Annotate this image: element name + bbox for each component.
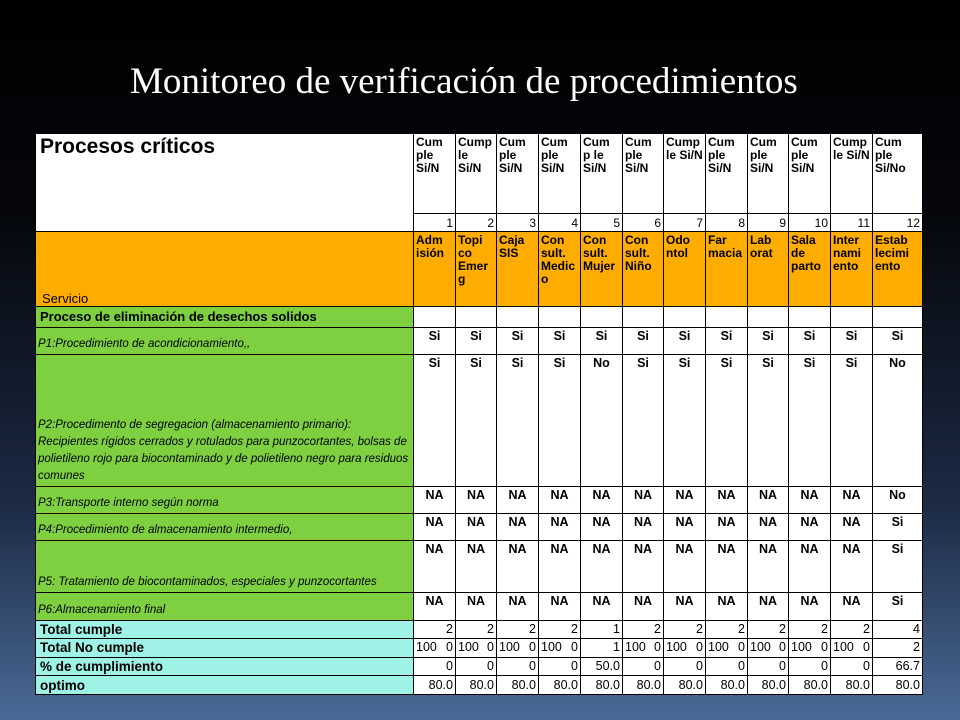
totals-row <box>36 676 923 695</box>
procedure-value: NA <box>539 592 581 620</box>
column-header: Cum ple Si/N <box>414 134 456 214</box>
totals-value <box>831 639 873 658</box>
procedure-row <box>36 355 923 487</box>
totals-value: 80.0 <box>539 676 581 695</box>
totals-value <box>414 639 456 658</box>
totals-value-part: 0 <box>529 640 536 655</box>
procedure-value: NA <box>706 541 748 593</box>
procedure-value: Si <box>664 328 706 355</box>
procedure-value: NA <box>664 592 706 620</box>
column-number: 5 <box>581 213 623 232</box>
totals-value <box>748 639 789 658</box>
totals-value-part: 0 <box>446 640 453 655</box>
totals-value: 50.0 <box>581 657 623 676</box>
totals-value: 80.0 <box>497 676 539 695</box>
column-number: 2 <box>456 213 497 232</box>
totals-label: Total cumple <box>36 620 414 639</box>
totals-value: 2 <box>414 620 456 639</box>
column-number: 4 <box>539 213 581 232</box>
procedure-value: NA <box>831 541 873 593</box>
totals-value: 2 <box>706 620 748 639</box>
totals-value: 2 <box>831 620 873 639</box>
procedure-value: NA <box>748 514 789 541</box>
column-header: Cum p le Si/N <box>581 134 623 214</box>
totals-row <box>36 620 923 639</box>
totals-value-part: 100 <box>416 640 437 655</box>
procedure-value: NA <box>789 487 831 514</box>
totals-value: 2 <box>539 620 581 639</box>
spreadsheet <box>35 133 923 695</box>
service-name: Caja SIS <box>497 232 539 306</box>
procedure-value: NA <box>414 514 456 541</box>
procedure-value: NA <box>539 541 581 593</box>
procedure-value: Si <box>706 355 748 487</box>
empty-cell <box>831 306 873 328</box>
totals-value: 0 <box>664 657 706 676</box>
procedure-value: No <box>873 355 923 487</box>
totals-value: 0 <box>623 657 664 676</box>
procedure-value: NA <box>664 514 706 541</box>
procedure-value: NA <box>497 592 539 620</box>
procedure-value: NA <box>831 487 873 514</box>
procedure-value: NA <box>831 514 873 541</box>
totals-value: 80.0 <box>789 676 831 695</box>
totals-value <box>623 639 664 658</box>
totals-value-part: 100 <box>708 640 729 655</box>
totals-value: 0 <box>497 657 539 676</box>
totals-value-part: 0 <box>779 640 786 655</box>
totals-value <box>456 639 497 658</box>
totals-value: 2 <box>748 620 789 639</box>
totals-label: Total No cumple <box>36 639 414 658</box>
procedure-value: NA <box>789 592 831 620</box>
procedure-label: P5: Tratamiento de biocontaminados, especiales y punzocortantes <box>36 541 414 593</box>
procedure-value: NA <box>539 514 581 541</box>
service-name: Sala de parto <box>789 232 831 306</box>
procedure-value: NA <box>497 514 539 541</box>
totals-value: 0 <box>831 657 873 676</box>
service-name: Far macia <box>706 232 748 306</box>
procedure-value: Si <box>789 355 831 487</box>
column-header: Cum ple Si/N <box>623 134 664 214</box>
procedure-label: P4:Procedimiento de almacenamiento intermedio, <box>36 514 414 541</box>
totals-value-part: 0 <box>487 640 494 655</box>
procedure-value: No <box>873 487 923 514</box>
empty-cell <box>873 306 923 328</box>
procedure-value: NA <box>414 487 456 514</box>
column-number: 10 <box>789 213 831 232</box>
service-name: Odo ntol <box>664 232 706 306</box>
procesos-table <box>35 133 923 695</box>
column-header: Cum ple Si/N <box>789 134 831 214</box>
totals-value <box>497 639 539 658</box>
totals-value: 66.7 <box>873 657 923 676</box>
procedure-label: P2:Procedimento de segregacion (almacenamiento primario): Recipientes rígidos cerrados y rotulados para punzocortantes, bolsas de polietileno rojo para biocontaminado y de polietileno negro para residuos comunes <box>36 355 414 487</box>
totals-value <box>706 639 748 658</box>
totals-row <box>36 657 923 676</box>
header-row <box>36 134 923 214</box>
column-number: 11 <box>831 213 873 232</box>
procedure-value: NA <box>456 592 497 620</box>
totals-value-part: 100 <box>458 640 479 655</box>
totals-value-part: 0 <box>696 640 703 655</box>
totals-row <box>36 639 923 658</box>
procedure-value: Si <box>539 328 581 355</box>
procedure-value: No <box>581 355 623 487</box>
totals-value: 80.0 <box>664 676 706 695</box>
procedure-value: Si <box>873 328 923 355</box>
procedure-value: Si <box>789 328 831 355</box>
procedure-value: NA <box>748 592 789 620</box>
procedure-value: NA <box>414 541 456 593</box>
procedure-value: Si <box>873 541 923 593</box>
totals-value <box>539 639 581 658</box>
procedure-row <box>36 514 923 541</box>
procedure-value: Si <box>831 355 873 487</box>
service-name: Con sult. Niño <box>623 232 664 306</box>
procedure-value: Si <box>831 328 873 355</box>
totals-value: 80.0 <box>414 676 456 695</box>
empty-cell <box>623 306 664 328</box>
totals-value-part: 100 <box>750 640 771 655</box>
procedure-value: Si <box>497 328 539 355</box>
procedure-value: Si <box>456 328 497 355</box>
service-name: Estab lecimi ento <box>873 232 923 306</box>
procedure-value: NA <box>581 541 623 593</box>
empty-cell <box>581 306 623 328</box>
totals-value: 80.0 <box>831 676 873 695</box>
service-name: Topi co Emer g <box>456 232 497 306</box>
procedure-value: Si <box>748 355 789 487</box>
service-name: Inter nami ento <box>831 232 873 306</box>
empty-cell <box>789 306 831 328</box>
totals-value-part: 100 <box>666 640 687 655</box>
totals-value-part: 100 <box>499 640 520 655</box>
procedure-row <box>36 541 923 593</box>
slide-title: Monitoreo de verificación de procedimientos <box>130 61 798 102</box>
totals-value-part: 0 <box>821 640 828 655</box>
totals-value-part: 0 <box>571 640 578 655</box>
procedure-value: NA <box>748 541 789 593</box>
totals-value: 0 <box>748 657 789 676</box>
totals-value: 80.0 <box>748 676 789 695</box>
column-header: Cump le Si/N <box>664 134 706 214</box>
service-name: Con sult. Mujer <box>581 232 623 306</box>
empty-cell <box>706 306 748 328</box>
totals-value: 2 <box>664 620 706 639</box>
procedure-value: NA <box>706 487 748 514</box>
empty-cell <box>497 306 539 328</box>
service-name: Lab orat <box>748 232 789 306</box>
procedure-value: Si <box>414 328 456 355</box>
procedure-value: NA <box>706 514 748 541</box>
procedure-label: P6:Almacenamiento final <box>36 592 414 620</box>
totals-value: 80.0 <box>456 676 497 695</box>
empty-cell <box>414 306 456 328</box>
empty-cell <box>748 306 789 328</box>
procedure-value: NA <box>623 514 664 541</box>
totals-value: 0 <box>539 657 581 676</box>
totals-label: % de cumplimiento <box>36 657 414 676</box>
column-header: Cum ple Si/No <box>873 134 923 214</box>
column-number: 1 <box>414 213 456 232</box>
totals-value: 0 <box>706 657 748 676</box>
totals-value: 2 <box>623 620 664 639</box>
totals-value-part: 100 <box>625 640 646 655</box>
procedure-value: NA <box>456 487 497 514</box>
procedure-label: P3:Transporte interno según norma <box>36 487 414 514</box>
totals-value <box>789 639 831 658</box>
empty-cell <box>539 306 581 328</box>
servicio-label: Servicio <box>36 232 414 306</box>
column-number: 6 <box>623 213 664 232</box>
procedure-value: Si <box>539 355 581 487</box>
section-row <box>36 306 923 328</box>
column-header: Cum ple Si/N <box>748 134 789 214</box>
procedure-value: NA <box>831 592 873 620</box>
procedure-value: NA <box>789 541 831 593</box>
procedure-value: Si <box>497 355 539 487</box>
column-header: Cum ple Si/N <box>706 134 748 214</box>
procedure-value: Si <box>706 328 748 355</box>
procedure-value: NA <box>581 592 623 620</box>
totals-value: 2 <box>873 639 923 658</box>
procedure-value: NA <box>581 487 623 514</box>
procedure-value: NA <box>748 487 789 514</box>
totals-value-part: 100 <box>833 640 854 655</box>
procedure-label: P1:Procedimiento de acondicionamiento,, <box>36 328 414 355</box>
totals-value-part: 0 <box>863 640 870 655</box>
procedure-value: Si <box>873 592 923 620</box>
totals-value: 80.0 <box>623 676 664 695</box>
procedure-value: NA <box>581 514 623 541</box>
totals-value: 2 <box>456 620 497 639</box>
totals-value-part: 100 <box>791 640 812 655</box>
service-row <box>36 232 923 306</box>
procedure-value: Si <box>414 355 456 487</box>
totals-value: 4 <box>873 620 923 639</box>
procedure-value: NA <box>539 487 581 514</box>
procedure-value: NA <box>456 541 497 593</box>
procedure-row <box>36 328 923 355</box>
table-title: Procesos críticos <box>36 134 414 232</box>
totals-value: 1 <box>581 620 623 639</box>
totals-value: 80.0 <box>581 676 623 695</box>
column-number: 12 <box>873 213 923 232</box>
empty-cell <box>664 306 706 328</box>
column-number: 8 <box>706 213 748 232</box>
procedure-row <box>36 592 923 620</box>
totals-value: 2 <box>789 620 831 639</box>
column-header: Cum ple Si/N <box>539 134 581 214</box>
procedure-value: NA <box>497 487 539 514</box>
column-header: Cum ple Si/N <box>497 134 539 214</box>
procedure-value: Si <box>623 328 664 355</box>
totals-value: 0 <box>414 657 456 676</box>
totals-value: 0 <box>789 657 831 676</box>
totals-label: optimo <box>36 676 414 695</box>
totals-value: 80.0 <box>706 676 748 695</box>
procedure-value: NA <box>623 487 664 514</box>
column-header: Cump le Si/N <box>456 134 497 214</box>
column-number: 7 <box>664 213 706 232</box>
service-name: Con sult. Medic o <box>539 232 581 306</box>
procedure-value: NA <box>664 541 706 593</box>
procedure-value: NA <box>623 592 664 620</box>
procedure-value: Si <box>623 355 664 487</box>
empty-cell <box>456 306 497 328</box>
procedure-value: NA <box>789 514 831 541</box>
section-title: Proceso de eliminación de desechos solidos <box>36 306 414 328</box>
procedure-value: Si <box>748 328 789 355</box>
procedure-value: NA <box>456 514 497 541</box>
totals-value: 1 <box>581 639 623 658</box>
procedure-value: NA <box>497 541 539 593</box>
procedure-value: NA <box>664 487 706 514</box>
procedure-value: NA <box>414 592 456 620</box>
totals-value: 2 <box>497 620 539 639</box>
procedure-value: NA <box>623 541 664 593</box>
procedure-value: Si <box>581 328 623 355</box>
procedure-row <box>36 487 923 514</box>
column-number: 9 <box>748 213 789 232</box>
totals-value-part: 0 <box>738 640 745 655</box>
totals-value: 80.0 <box>873 676 923 695</box>
totals-value-part: 0 <box>654 640 661 655</box>
totals-value <box>664 639 706 658</box>
totals-value: 0 <box>456 657 497 676</box>
procedure-value: Si <box>873 514 923 541</box>
procedure-value: Si <box>664 355 706 487</box>
column-header: Cump le Si/N <box>831 134 873 214</box>
column-number: 3 <box>497 213 539 232</box>
service-name: Adm isión <box>414 232 456 306</box>
procedure-value: Si <box>456 355 497 487</box>
totals-value-part: 100 <box>541 640 562 655</box>
procedure-value: NA <box>706 592 748 620</box>
